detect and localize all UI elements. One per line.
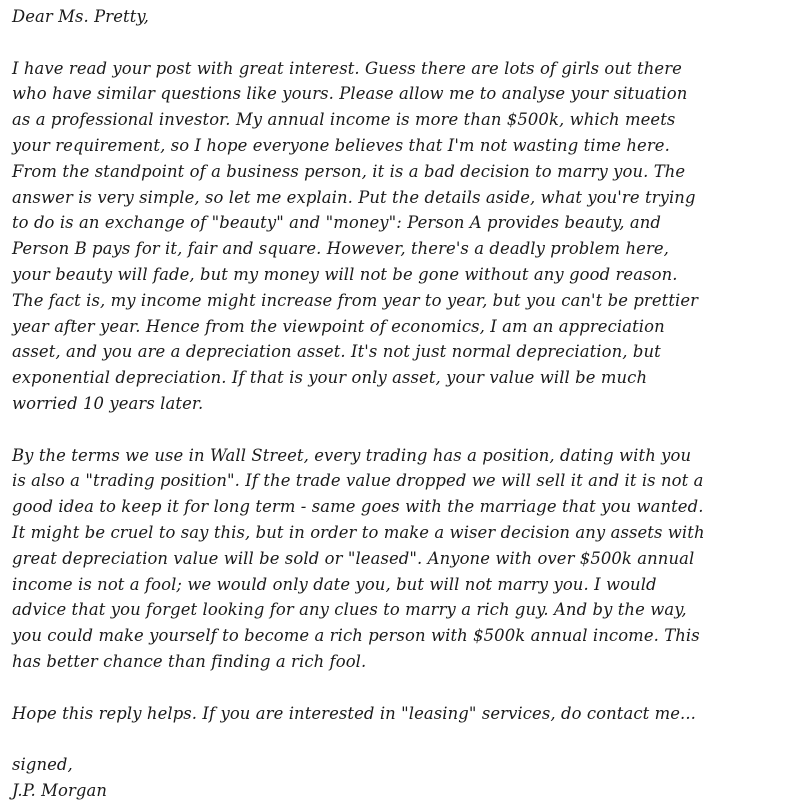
signature-name: J.P. Morgan: [12, 780, 108, 800]
paragraph-3: Hope this reply helps. If you are interested in "leasing" services, do contact me...: [12, 703, 696, 723]
paragraph-1: I have read your post with great interest. Guess there are lots of girls out there who have similar questions like yours. Please allow me to analyse your situation as a professional investor. My annual income is more than $500k, which meets your requirement, so I hope everyone believes that I'm not wasting time here. From the standpoint of a business person, it is a bad decision to marry you. The answer is very simple, so let me explain. Put the details aside, what you're trying to do is an exchange of "beauty" and "money": Person A provides beauty, and Person B pays for it, fair and square. However, there's a deadly problem here, your beauty will fade, but my money will not be gone without any good reason. The fact is, my income might increase from year to year, but you can't be prettier year after year. Hence from the viewpoint of economics, I am an appreciation asset, and you are a depreciation asset. It's not just normal depreciation, but exponential depreciation. If that is your only asset, your value will be much worried 10 years later.: [12, 58, 699, 413]
paragraph-gap: [12, 675, 779, 701]
paragraph-2: By the terms we use in Wall Street, every trading has a position, dating with you is also a "trading position". If the trade value dropped we will sell it and it is not a good idea to keep it for long term - same goes with the marriage that you wanted. It might be cruel to say this, but in order to make a wiser decision any assets with great depreciation value will be sold or "leased". Anyone with over $500k annual income is not a fool; we would only date you, but will not marry you. I would advice that you forget looking for any clues to marry a rich guy. And by the way, you could make yourself to become a rich person with $500k annual income. This has better chance than finding a rich fool.: [12, 445, 705, 671]
salutation: Dear Ms. Pretty,: [12, 7, 149, 26]
paragraph-gap: [12, 30, 779, 56]
signoff: signed,: [12, 755, 73, 775]
paragraph-gap: [12, 726, 779, 752]
paragraph-gap: [12, 417, 779, 443]
